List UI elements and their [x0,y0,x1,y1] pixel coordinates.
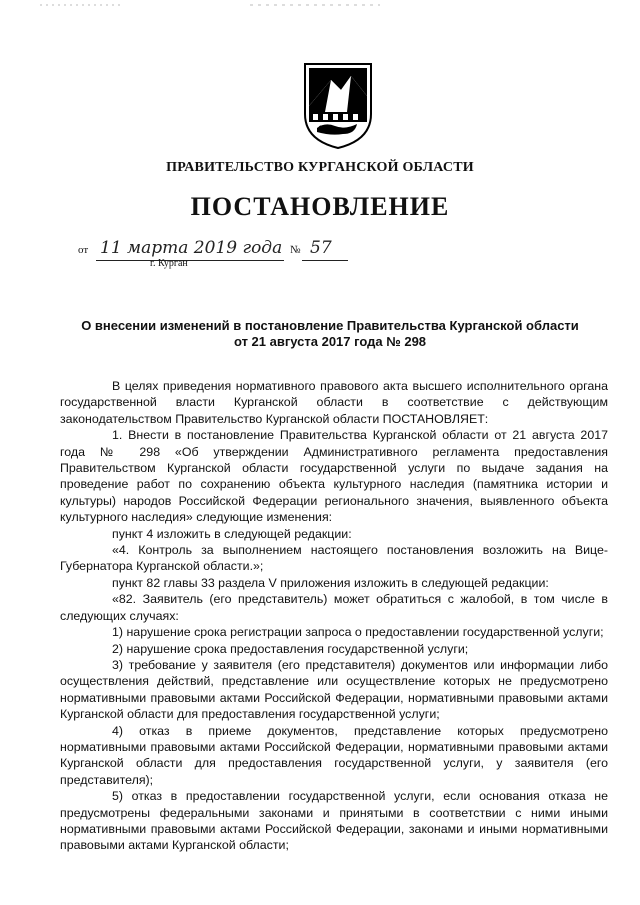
paragraph: «82. Заявитель (его представитель) может обратиться с жалобой, в том числе в следующих случаях: [60,592,608,623]
subject-line-1: О внесении изменений в постановление Правительства Курганской области [81,318,579,333]
paragraph: 1. Внести в постановление Правительства Курганской области от 21 августа 2017 года № 298 «Об утверждении Административного регламента предоставления Правительством Курганской области государственной услуги по выдаче задания на проведение работ по сохранению объекта культурного наследия (памятника истории и культуры) народов Российской Федерации регионального значения, выявленного объекта культурного наследия» следующие изменения: [60,428,608,525]
paragraph: пункт 82 главы 33 раздела V приложения изложить в следующей редакции: [112,575,549,590]
subject-line-2: от 21 августа 2017 года № 298 [233,334,427,349]
scan-artifact [40,4,120,6]
document-subject [60,318,600,350]
scan-artifact [250,4,380,6]
paragraph: «4. Контроль за выполнением настоящего постановления возложить на Вице-Губернатора Курганской области.»; [60,543,608,574]
paragraph: В целях приведения нормативного правового акта высшего исполнительного органа государственной власти Курганской области в соответствие с действующим законодательством Правительство Курганской области ПОСТАНОВЛЯЕТ: [60,379,608,426]
paragraph: 3) требование у заявителя (его представителя) документов или информации либо осуществления действий, представление или осуществление которых не предусмотрено нормативными правовыми актами Российской Федерации, нормативными правовыми актами Курганской области для предоставления государственной услуги; [60,657,608,722]
from-label: от [78,244,89,256]
paragraph: пункт 4 изложить в следующей редакции: [112,526,352,541]
coat-of-arms-icon [303,62,373,150]
government-name: ПРАВИТЕЛЬСТВО КУРГАНСКОЙ ОБЛАСТИ [166,160,474,175]
date-underline [96,260,284,261]
handwritten-date: 11 марта 2019 года [100,238,283,258]
city-label: г. Курган [150,258,188,269]
paragraph: 1) нарушение срока регистрации запроса о предоставлении государственной услуги; [112,625,604,640]
paragraph: 5) отказ в предоставлении государственной услуги, если основания отказа не предусмотрены федеральными законами и принятыми в соответствии с ними иными нормативными правовыми актами Российской Федерации, законами и иными нормативными правовыми актами Курганской области; [60,789,608,853]
handwritten-number: 57 [310,238,332,258]
paragraph: 4) отказ в приеме документов, представление которых предусмотрено нормативными правовыми актами Российской Федерации, нормативными правовыми актами Курганской области для предоставления государственной услуги, у заявителя (его представителя); [60,723,608,787]
date-number-line [78,236,358,270]
document-body [60,378,608,854]
document-type-title: ПОСТАНОВЛЕНИЕ [190,192,450,221]
number-label: № [290,244,301,256]
paragraph: 2) нарушение срока предоставления государственной услуги; [112,641,469,656]
number-underline [302,260,348,261]
